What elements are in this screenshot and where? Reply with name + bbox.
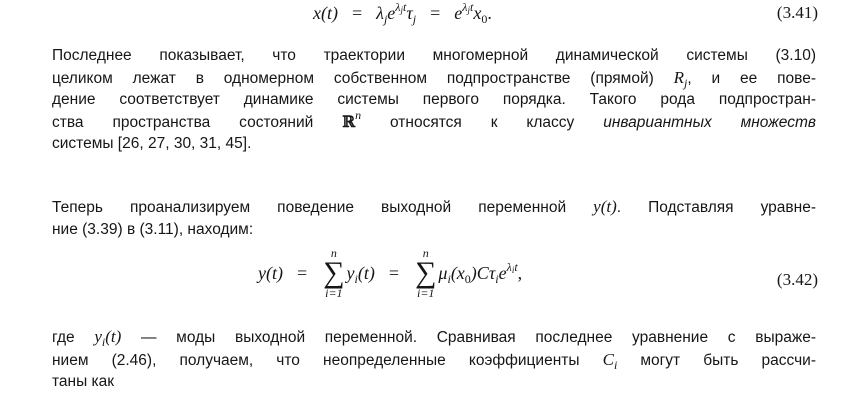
eq341-lambda: λ <box>376 3 384 23</box>
eq341-period: . <box>487 3 492 23</box>
eq342-tau-sub: i <box>495 272 499 287</box>
eq341-exp2-lambda: λ <box>462 0 468 14</box>
eq342-exp-lambda: λ <box>506 260 512 275</box>
p3-math-C: C <box>602 349 614 369</box>
p1-line-4-mid: относятся к классу <box>390 113 575 131</box>
eq341-lhs: x(t) <box>313 3 338 23</box>
eq341-x: x <box>473 3 482 23</box>
p2-line-1-end: . Подставляя уравне- <box>616 199 816 216</box>
eq342-x0-open: (x <box>450 263 465 284</box>
eq341-exp-lambda-sub: j <box>400 5 403 15</box>
p2-line-1-text: Теперь проанализируем поведение выходной переменной <box>52 199 567 216</box>
p3-math-y: y <box>94 327 102 346</box>
eq342-lhs: y(t) <box>258 263 283 284</box>
p1-line-2-text: целиком лежат в одномерном собственном подпространстве (прямой) <box>52 69 654 87</box>
eq342-sum-2 <box>415 247 436 299</box>
p2-line-1 <box>52 196 816 219</box>
eq342-exp-lambda-sub: i <box>511 265 515 276</box>
eq342-exp-e: e <box>498 263 507 284</box>
p2-line-2: ние (3.39) в (3.11), находим: <box>52 220 254 238</box>
eq342-x0-close: ) <box>470 263 477 284</box>
p1-line-5: системы [26, 27, 30, 31, 45]. <box>52 135 252 152</box>
eq341-equals: = <box>351 3 363 23</box>
eq342-equals: = <box>296 263 308 284</box>
eq342-tau: τ <box>488 263 496 284</box>
eq342-mu: μ <box>438 263 448 284</box>
p3-line-3: таны как <box>52 373 115 390</box>
p1-line-1: Последнее показывает, что траектории многомерной динамической системы (3.10) <box>52 47 816 64</box>
eq341-tau: τ <box>406 3 413 23</box>
p3-line-2-text: нием (2.46), получаем, что неопределенные коэффициенты <box>52 351 580 369</box>
p1-math-R-sub: j <box>684 75 688 90</box>
paragraph-2 <box>52 196 816 240</box>
eq342-mu-sub: i <box>447 272 451 287</box>
eq342-y-sub: i <box>354 272 358 287</box>
eq342-exp-t: t <box>514 260 518 275</box>
p1-line-4 <box>52 107 816 134</box>
eq342-sum-1-top: n <box>330 246 337 260</box>
p1-line-2-end: , и ее пове- <box>687 69 816 87</box>
p3-line-1-start: где <box>52 329 75 346</box>
p2-math-yt: y(t) <box>593 197 617 216</box>
p1-line-3: дение соответствует динамике системы первого порядка. Такого рода подпростран- <box>52 91 816 108</box>
p3-math-t: (t) <box>105 327 122 346</box>
paragraph-3 <box>52 326 816 393</box>
p3-line-1 <box>52 326 816 349</box>
eq342-sum-2-symbol: ∑ <box>415 256 437 289</box>
paragraph-1 <box>52 45 816 155</box>
p1-math-Rn: ℝ <box>342 111 356 131</box>
eq342-sum-1-bottom: i=1 <box>325 286 343 300</box>
eq342-equals-2: = <box>388 263 400 284</box>
p1-line-2 <box>52 67 816 90</box>
eq342-C: C <box>476 263 489 284</box>
eq341-exp-lambda: λ <box>395 0 401 14</box>
eq342-sum-1-symbol: ∑ <box>323 256 345 289</box>
p1-math-R: R <box>673 67 685 87</box>
equation-3-42-body <box>258 246 523 301</box>
eq342-x0-sub: 0 <box>464 272 471 287</box>
p1-emphasis-invariant-sets: инвариантных множеств <box>603 113 816 131</box>
equation-number-3-42: (3.42) <box>776 270 818 289</box>
eq342-sum-2-bottom: i=1 <box>417 286 435 300</box>
eq342-sum-2-top: n <box>422 246 429 260</box>
eq341-equals-2: = <box>430 3 441 23</box>
p1-line-4-text: ства пространства состояний <box>52 113 314 131</box>
eq342-sum-1 <box>323 247 344 299</box>
eq341-lambda-sub: j <box>383 12 388 26</box>
p3-line-1-text: — моды выходной переменной. Сравнивая последнее уравнение с выраже- <box>140 329 816 346</box>
p3-line-2-end: могут быть рассчи- <box>640 351 816 369</box>
p3-line-2 <box>52 349 816 372</box>
eq342-y: y <box>346 263 355 284</box>
eq341-exp2-lambda-sub: j <box>467 5 471 15</box>
p1-math-Rn-sup: n <box>355 107 362 122</box>
eq342-t-arg: (t) <box>357 263 375 284</box>
eq342-comma: , <box>517 263 523 284</box>
eq341-exp-e: e <box>387 3 396 23</box>
eq341-exp2-e: e <box>454 3 463 23</box>
p3-math-C-sub: i <box>613 357 618 372</box>
p3-math-y-sub: i <box>101 335 106 349</box>
equation-number-3-41: (3.41) <box>776 3 818 22</box>
eq341-tau-sub: j <box>412 12 417 26</box>
equation-3-41-body: $x(t) = \lambda_je^{\lambda_jt}\tau_j = e^{\lambda_jt}x_0$. <box>313 0 492 26</box>
eq341-x-sub: 0 <box>481 12 488 26</box>
